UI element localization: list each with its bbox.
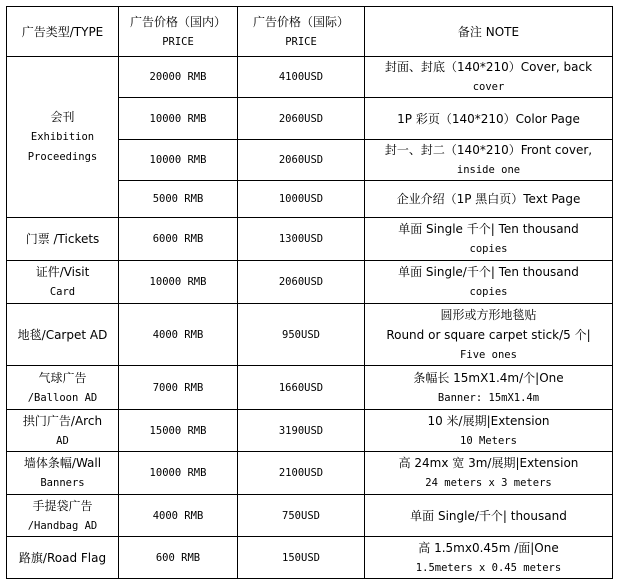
note-line: 10 Meters <box>460 434 517 447</box>
price-domestic-cell: 10000 RMB <box>119 452 238 495</box>
note-cell <box>365 452 613 495</box>
table-row <box>7 57 613 98</box>
ad-type-line: /Balloon AD <box>27 391 98 404</box>
note-cell <box>365 304 613 366</box>
ad-type-line: Card <box>49 286 76 298</box>
price-international-cell: 2060USD <box>238 261 365 304</box>
note-cell <box>365 261 613 304</box>
price-domestic-cell: 6000 RMB <box>119 218 238 261</box>
ad-type-cell <box>7 495 119 537</box>
note-line: 10 米/展期|Extension <box>427 413 550 428</box>
note-line: 封一、封二（140*210）Front cover, <box>384 143 593 157</box>
price-domestic-cell: 7000 RMB <box>119 366 238 410</box>
price-international-cell: 2100USD <box>238 452 365 495</box>
note-line: 单面 Single 千个| Ten thousand <box>398 222 579 236</box>
ad-type-line: /Handbag AD <box>27 519 98 532</box>
note-cell <box>365 410 613 452</box>
price-international-cell: 750USD <box>238 495 365 537</box>
note-line: Banner: 15mX1.4m <box>437 391 540 404</box>
price-international-cell: 2060USD <box>238 140 365 181</box>
price-domestic-cell: 5000 RMB <box>119 181 238 218</box>
price-domestic-cell: 4000 RMB <box>119 495 238 537</box>
note-cell <box>365 218 613 261</box>
ad-price-table-body <box>7 7 613 579</box>
note-line: cover <box>472 81 505 93</box>
note-line: 条幅长 15mX1.4m/个|One <box>413 370 564 385</box>
ad-type-cell <box>7 366 119 410</box>
price-domestic-cell: 10000 RMB <box>119 140 238 181</box>
header-price-domestic-cn: 广告价格（国内） <box>129 14 226 29</box>
header-price-international-cn: 广告价格（国际） <box>252 14 349 29</box>
ad-type-line: 会刊 <box>50 110 75 124</box>
ad-type-line: Proceedings <box>27 151 98 163</box>
price-international-cell: 1660USD <box>238 366 365 410</box>
note-line: 1P 彩页（140*210）Color Page <box>397 111 580 126</box>
table-row <box>7 495 613 537</box>
ad-price-table <box>6 6 613 579</box>
price-international-cell: 1000USD <box>238 181 365 218</box>
note-line: inside one <box>456 164 521 176</box>
note-line: 高 1.5mx0.45m /面|One <box>418 540 559 555</box>
price-domestic-cell: 10000 RMB <box>119 98 238 140</box>
ad-type-line: 气球广告 <box>38 370 87 385</box>
note-line: copies <box>469 243 508 255</box>
ad-type-line: 路旗/Road Flag <box>18 550 107 565</box>
note-cell <box>365 366 613 410</box>
price-domestic-cell: 10000 RMB <box>119 261 238 304</box>
note-line: 单面 Single/千个| thousand <box>410 508 567 523</box>
ad-type-cell <box>7 218 119 261</box>
price-international-cell: 4100USD <box>238 57 365 98</box>
header-row <box>7 7 613 57</box>
note-cell <box>365 181 613 218</box>
table-row <box>7 537 613 579</box>
ad-type-cell <box>7 57 119 218</box>
ad-type-line: 墙体条幅/Wall <box>23 456 102 470</box>
ad-type-line: 地毯/Carpet AD <box>17 327 108 342</box>
header-price-international-en: PRICE <box>285 35 317 48</box>
note-line: copies <box>469 286 508 298</box>
table-row <box>7 410 613 452</box>
note-line: 企业介绍（1P 黑白页）Text Page <box>396 192 581 206</box>
note-cell <box>365 57 613 98</box>
table-row <box>7 366 613 410</box>
header-price-domestic <box>119 7 238 57</box>
note-line: 高 24mx 宽 3m/展期|Extension <box>398 456 579 470</box>
price-international-cell: 3190USD <box>238 410 365 452</box>
ad-type-cell <box>7 304 119 366</box>
note-cell <box>365 495 613 537</box>
note-cell <box>365 537 613 579</box>
price-international-cell: 1300USD <box>238 218 365 261</box>
ad-type-line: Banners <box>40 477 85 489</box>
price-domestic-cell: 15000 RMB <box>119 410 238 452</box>
ad-type-cell <box>7 410 119 452</box>
header-type: 广告类型/TYPE <box>7 7 119 57</box>
ad-type-line: 手提袋广告 <box>32 498 93 513</box>
table-row <box>7 452 613 495</box>
table-row <box>7 261 613 304</box>
note-line: 24 meters x 3 meters <box>425 477 552 489</box>
ad-type-cell <box>7 537 119 579</box>
table-row <box>7 304 613 366</box>
note-cell <box>365 98 613 140</box>
ad-type-line: 证件/Visit <box>35 265 90 279</box>
price-international-cell: 2060USD <box>238 98 365 140</box>
note-line: 单面 Single/千个| Ten thousand <box>398 265 579 279</box>
ad-type-line: AD <box>56 434 69 447</box>
note-line: Round or square carpet stick/5 个| <box>386 327 591 342</box>
header-price-domestic-en: PRICE <box>162 35 194 48</box>
header-note: 备注 NOTE <box>365 7 613 57</box>
ad-type-line: Exhibition <box>30 131 95 143</box>
ad-type-line: 拱门广告/Arch <box>22 413 103 428</box>
price-international-cell: 150USD <box>238 537 365 579</box>
ad-type-cell <box>7 452 119 495</box>
price-domestic-cell: 4000 RMB <box>119 304 238 366</box>
header-price-international <box>238 7 365 57</box>
ad-type-cell <box>7 261 119 304</box>
note-line: 1.5meters x 0.45 meters <box>415 561 562 574</box>
table-row <box>7 218 613 261</box>
price-international-cell: 950USD <box>238 304 365 366</box>
price-domestic-cell: 20000 RMB <box>119 57 238 98</box>
note-line: 封面、封底（140*210）Cover, back <box>384 60 593 74</box>
note-cell <box>365 140 613 181</box>
note-line: 圆形或方形地毯贴 <box>440 307 537 322</box>
note-line: Five ones <box>460 348 517 361</box>
price-domestic-cell: 600 RMB <box>119 537 238 579</box>
ad-type-line: 门票 /Tickets <box>25 232 100 246</box>
